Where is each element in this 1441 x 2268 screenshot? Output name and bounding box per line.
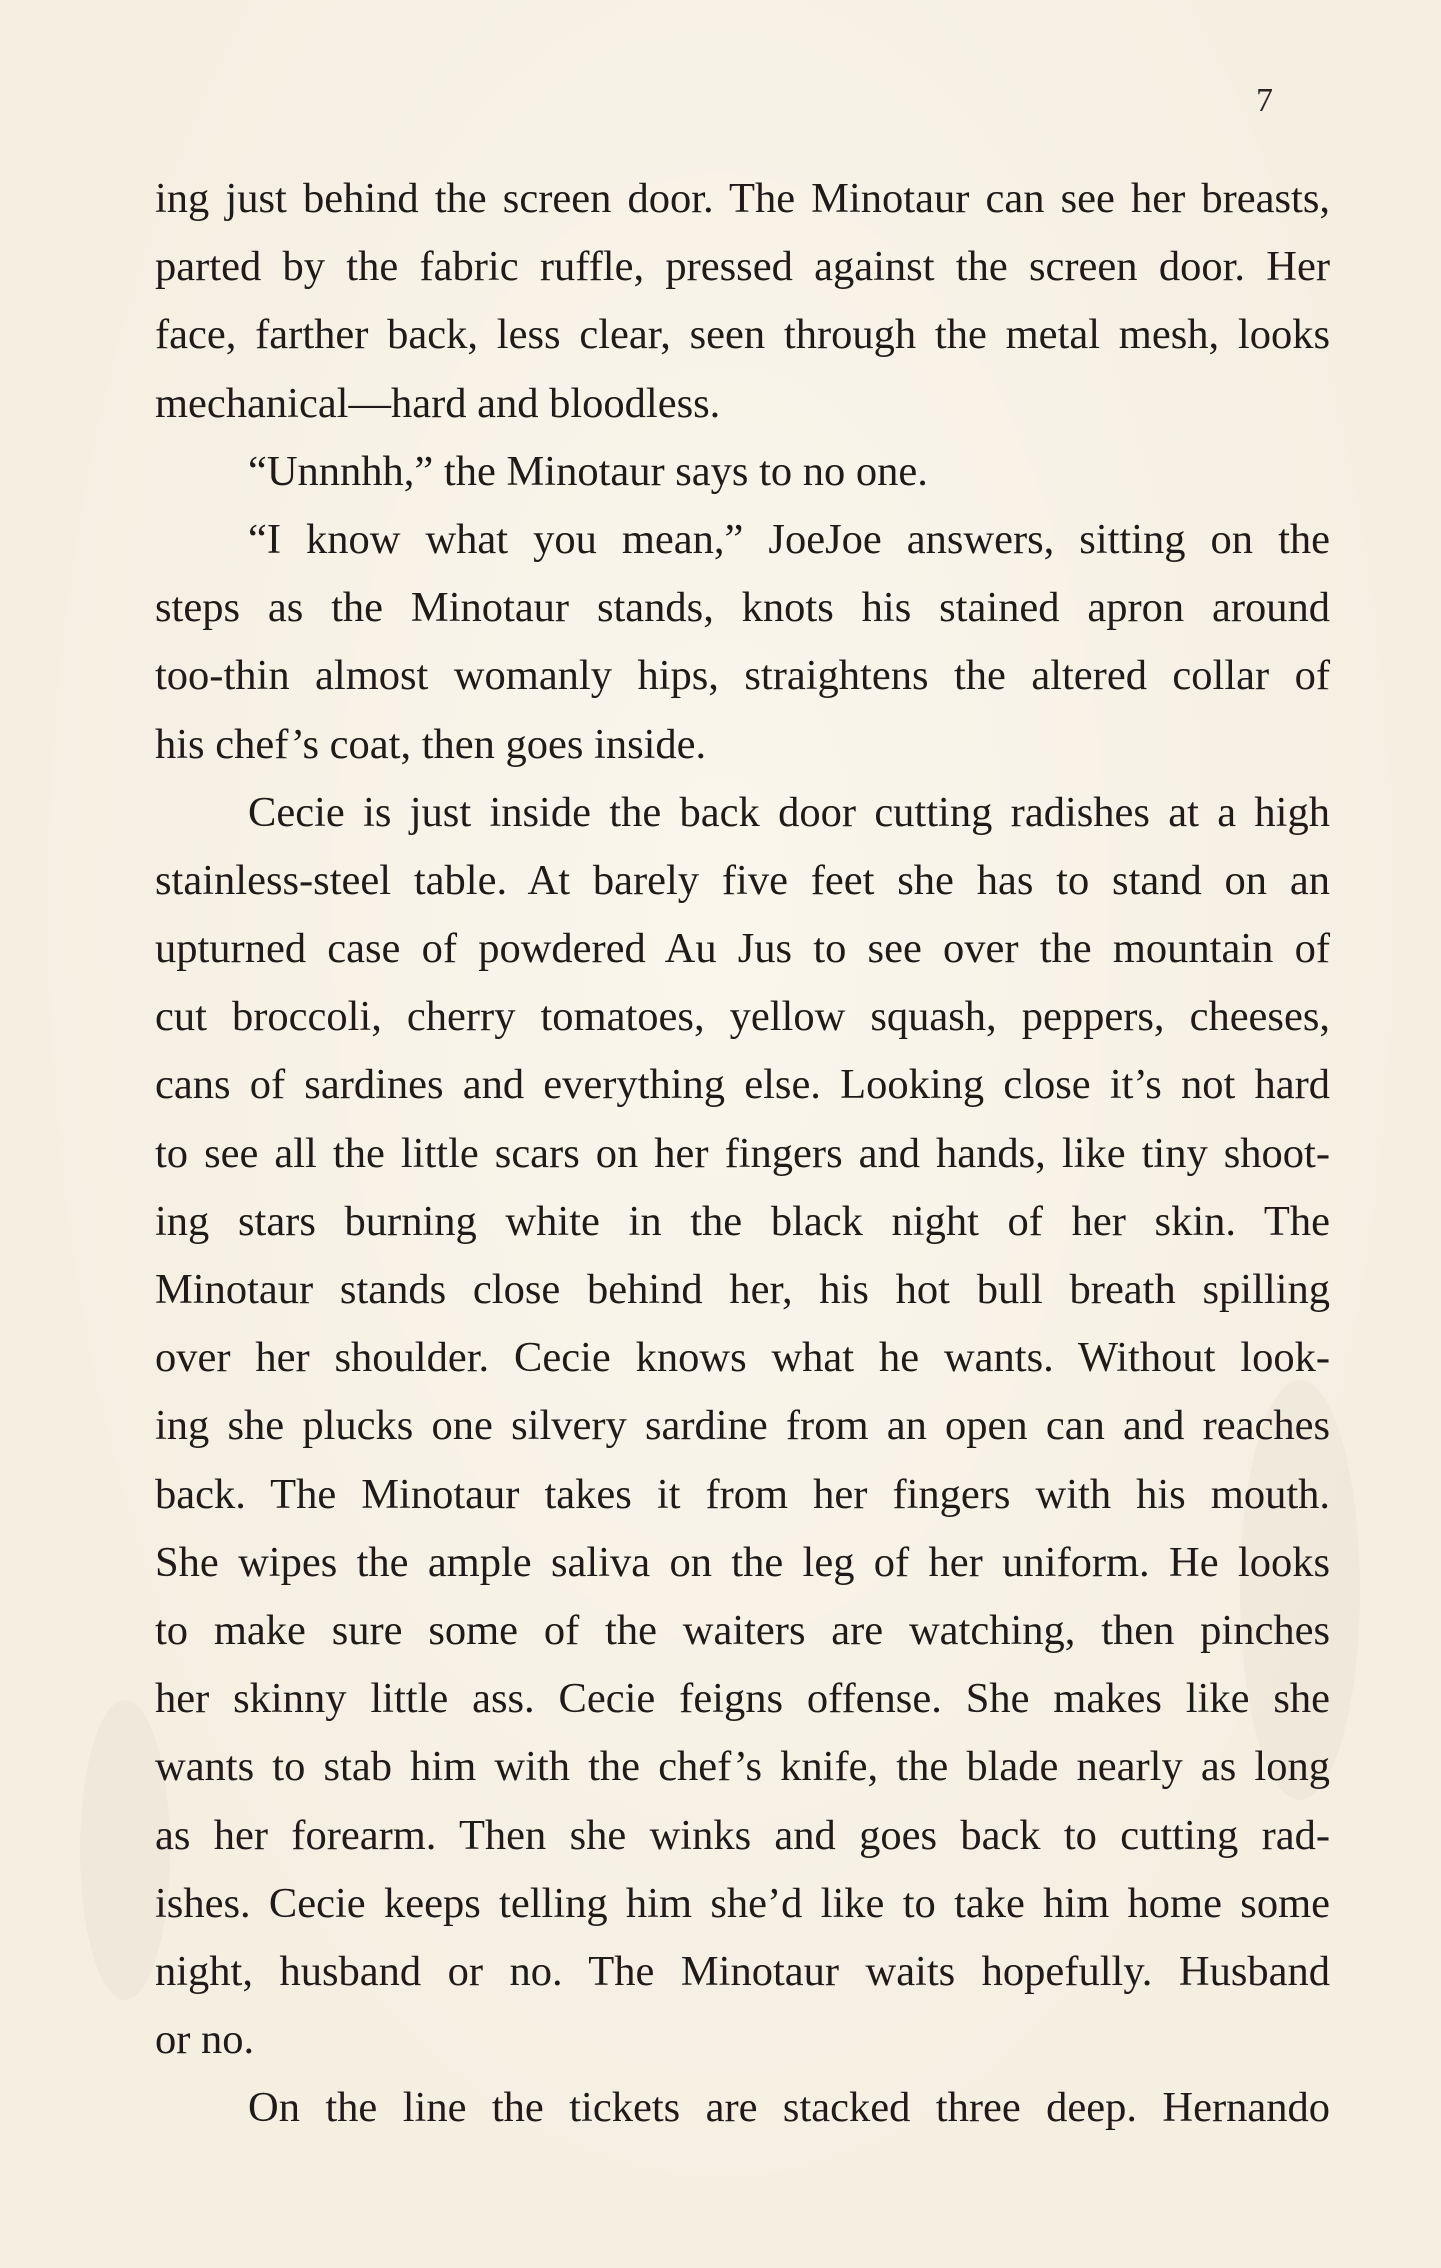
text-line: parted by the fabric ruffle, pressed against the screen door. Her	[155, 243, 1330, 291]
text-line: cans of sardines and everything else. Looking close it’s not hard	[155, 1061, 1330, 1109]
text-line: her skinny little ass. Cecie feigns offense. She makes like she	[155, 1675, 1330, 1723]
text-line: upturned case of powdered Au Jus to see over the mountain of	[155, 925, 1330, 973]
text-line: She wipes the ample saliva on the leg of her uniform. He looks	[155, 1538, 1330, 1586]
text-line: as her forearm. Then she winks and goes back to cutting rad-	[155, 1811, 1330, 1859]
text-line: ishes. Cecie keeps telling him she’d like to take him home some	[155, 1879, 1330, 1927]
text-line: wants to stab him with the chef’s knife, the blade nearly as long	[155, 1743, 1330, 1791]
text-line: On the line the tickets are stacked three deep. Hernando	[248, 2084, 1330, 2132]
text-line: Cecie is just inside the back door cutting radishes at a high	[248, 788, 1330, 836]
text-line: stainless-steel table. At barely five feet she has to stand on an	[155, 856, 1330, 904]
text-line: night, husband or no. The Minotaur waits hopefully. Husband	[155, 1947, 1330, 1995]
text-line: ing just behind the screen door. The Minotaur can see her breasts,	[155, 175, 1330, 222]
text-line: too-thin almost womanly hips, straightens the altered collar of	[155, 652, 1330, 700]
text-line: over her shoulder. Cecie knows what he wants. Without look-	[155, 1334, 1330, 1382]
text-line: mechanical—hard and bloodless.	[155, 379, 721, 427]
text-line: ing she plucks one silvery sardine from an open can and reaches	[155, 1402, 1330, 1450]
text-line: cut broccoli, cherry tomatoes, yellow squash, peppers, cheeses,	[155, 993, 1330, 1041]
text-line: “I know what you mean,” JoeJoe answers, sitting on the	[248, 515, 1330, 563]
text-line: back. The Minotaur takes it from her fingers with his mouth.	[155, 1470, 1330, 1518]
text-line: or no.	[155, 2016, 255, 2064]
text-line: face, farther back, less clear, seen through the metal mesh, looks	[155, 311, 1330, 359]
text-line: to make sure some of the waiters are watching, then pinches	[155, 1606, 1330, 1654]
page-number: 7	[1256, 82, 1273, 119]
text-line: Minotaur stands close behind her, his hot bull breath spilling	[155, 1266, 1330, 1313]
text-line: to see all the little scars on her fingers and hands, like tiny shoot-	[155, 1129, 1330, 1177]
text-line: steps as the Minotaur stands, knots his stained apron around	[155, 584, 1330, 632]
text-line: his chef’s coat, then goes inside.	[155, 720, 707, 768]
text-line: “Unnnhh,” the Minotaur says to no one.	[248, 447, 928, 495]
body-text	[155, 165, 1330, 2142]
text-line: ing stars burning white in the black night of her skin. The	[155, 1197, 1330, 1245]
